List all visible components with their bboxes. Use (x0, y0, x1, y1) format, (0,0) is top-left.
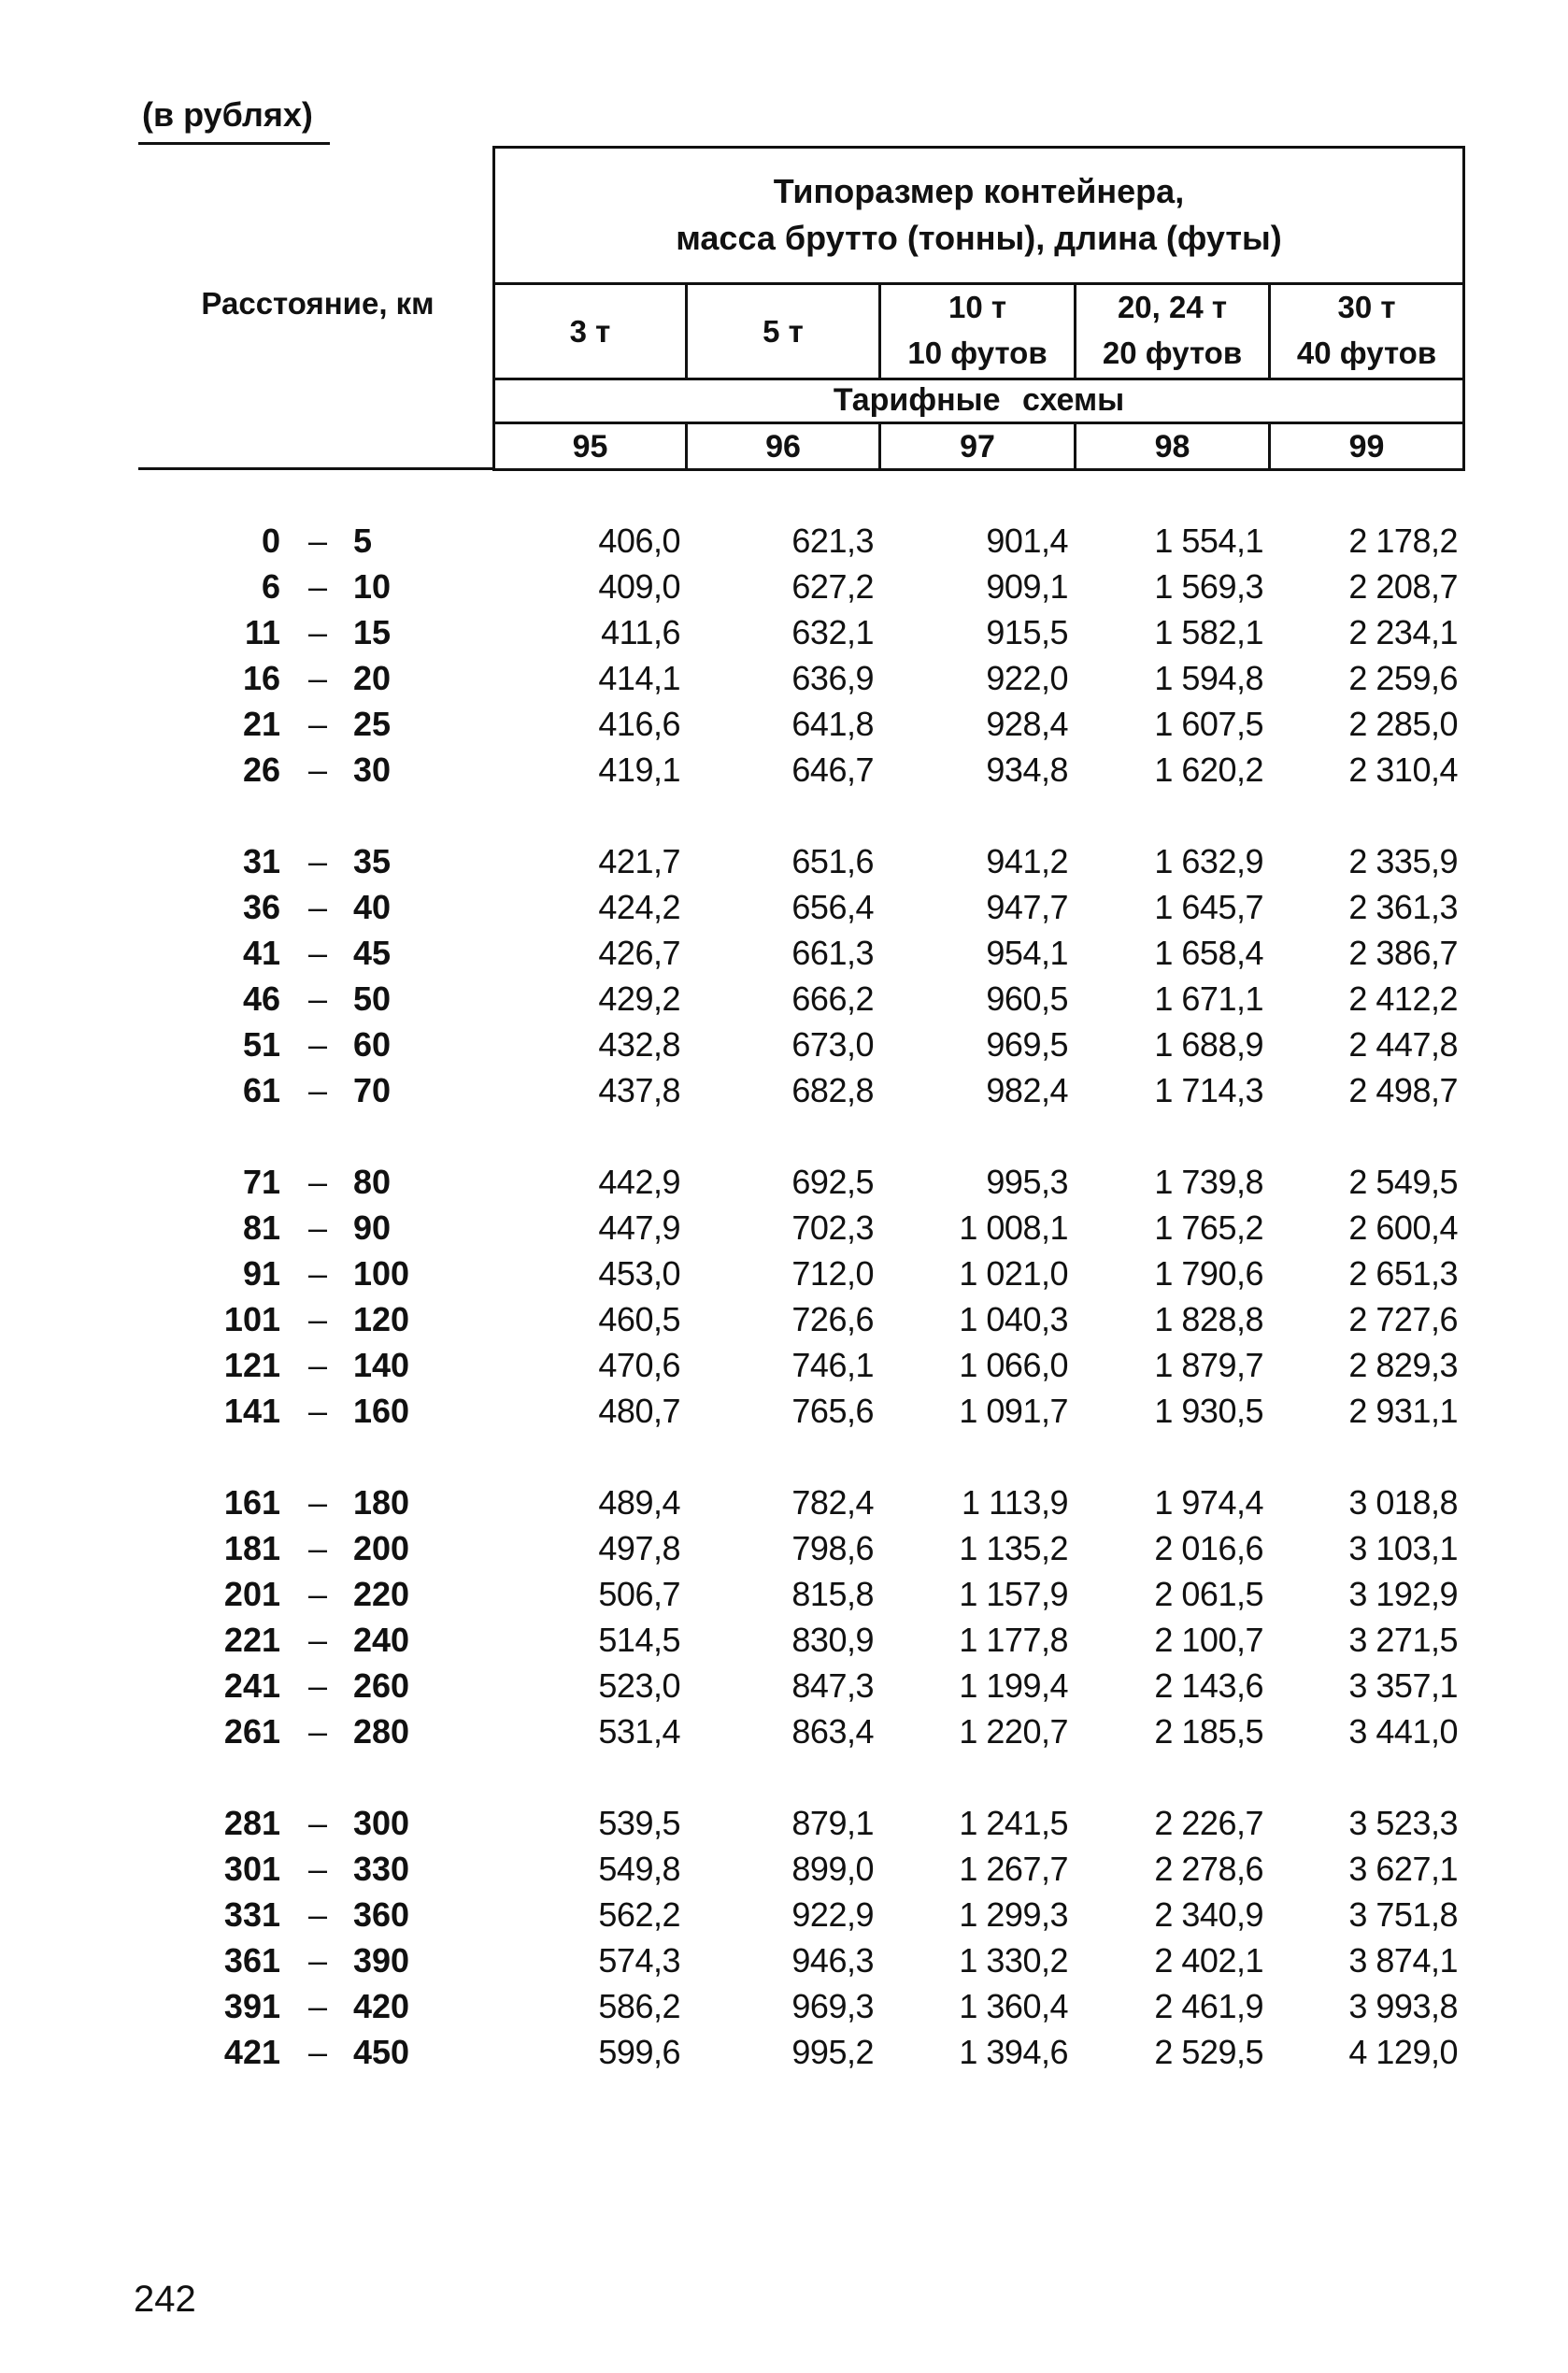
distance-from: 71 (242, 1163, 280, 1201)
scheme-98: 98 (1154, 428, 1190, 465)
tariff-value-scheme-97: 915,5 (986, 613, 1068, 651)
tariff-value-scheme-97: 1 157,9 (959, 1575, 1068, 1613)
tariff-value-scheme-98: 1 658,4 (1154, 934, 1263, 972)
tariff-value-scheme-97: 947,7 (986, 888, 1068, 926)
distance-to: 180 (353, 1483, 410, 1522)
distance-dash: – (307, 1346, 328, 1384)
tariff-value-scheme-99: 2 178,2 (1348, 522, 1458, 560)
table-row (0, 1388, 1568, 1434)
tariff-value-scheme-99: 2 208,7 (1348, 567, 1458, 606)
tariff-value-scheme-97: 1 066,0 (959, 1346, 1068, 1384)
distance-to: 5 (353, 522, 373, 560)
distance-from: 421 (223, 2033, 280, 2071)
distance-to: 25 (353, 705, 392, 743)
tariff-value-scheme-95: 514,5 (598, 1621, 680, 1659)
distance-dash: – (307, 1163, 328, 1201)
distance-to: 50 (353, 979, 392, 1018)
distance-dash: – (307, 522, 328, 560)
tariff-value-scheme-95: 539,5 (598, 1804, 680, 1842)
container-title-line1: Типоразмер контейнера, (773, 172, 1185, 210)
tariff-value-scheme-96: 863,4 (791, 1712, 874, 1751)
tariff-value-scheme-96: 682,8 (791, 1071, 874, 1109)
tariff-value-scheme-97: 928,4 (986, 705, 1068, 743)
tariff-value-scheme-97: 982,4 (986, 1071, 1068, 1109)
table-row (0, 1663, 1568, 1708)
tariff-value-scheme-95: 574,3 (598, 1941, 680, 1980)
distance-from: 301 (223, 1850, 280, 1888)
tariff-value-scheme-99: 2 651,3 (1348, 1254, 1458, 1293)
distance-from: 31 (242, 842, 280, 880)
tariff-value-scheme-99: 3 192,9 (1348, 1575, 1458, 1613)
table-row (0, 1846, 1568, 1892)
distance-dash: – (307, 1300, 328, 1338)
tariff-value-scheme-97: 969,5 (986, 1025, 1068, 1064)
tariff-value-scheme-97: 1 330,2 (959, 1941, 1068, 1980)
distance-from: 281 (223, 1804, 280, 1842)
table-row (0, 1708, 1568, 1754)
table-row (0, 747, 1568, 793)
tariff-value-scheme-96: 726,6 (791, 1300, 874, 1338)
tariff-value-scheme-98: 1 594,8 (1154, 659, 1263, 697)
table-row (0, 976, 1568, 1022)
tariff-value-scheme-98: 1 974,4 (1154, 1483, 1263, 1522)
units-underline (138, 142, 330, 145)
distance-from: 21 (242, 705, 280, 743)
col-length-20ft: 20 футов (1102, 336, 1243, 370)
distance-to: 300 (353, 1804, 410, 1842)
table-row (0, 701, 1568, 747)
distance-dash: – (307, 2033, 328, 2071)
tariff-value-scheme-99: 2 335,9 (1348, 842, 1458, 880)
distance-from: 161 (223, 1483, 280, 1522)
tariff-value-scheme-95: 460,5 (598, 1300, 680, 1338)
tariff-value-scheme-97: 1 199,4 (959, 1666, 1068, 1705)
tariff-value-scheme-96: 666,2 (791, 979, 874, 1018)
table-row (0, 1480, 1568, 1525)
tariff-value-scheme-96: 879,1 (791, 1804, 874, 1842)
tariff-value-scheme-95: 549,8 (598, 1850, 680, 1888)
tariff-value-scheme-98: 2 402,1 (1154, 1941, 1263, 1980)
tariff-value-scheme-98: 2 226,7 (1154, 1804, 1263, 1842)
tariff-value-scheme-95: 480,7 (598, 1392, 680, 1430)
tariff-value-scheme-97: 1 113,9 (962, 1483, 1068, 1522)
tariff-value-scheme-98: 1 620,2 (1154, 750, 1263, 789)
tariff-value-scheme-96: 782,4 (791, 1483, 874, 1522)
tariff-value-scheme-98: 1 714,3 (1154, 1071, 1263, 1109)
tariff-value-scheme-95: 470,6 (598, 1346, 680, 1384)
distance-to: 420 (353, 1987, 410, 2025)
distance-to: 20 (353, 659, 392, 697)
tariff-value-scheme-97: 922,0 (986, 659, 1068, 697)
tariff-value-scheme-97: 954,1 (986, 934, 1068, 972)
tariff-value-scheme-98: 1 607,5 (1154, 705, 1263, 743)
scheme-97: 97 (960, 428, 995, 465)
tariff-value-scheme-96: 702,3 (791, 1208, 874, 1247)
distance-dash: – (307, 934, 328, 972)
tariff-value-scheme-96: 946,3 (791, 1941, 874, 1980)
tariff-value-scheme-97: 901,4 (986, 522, 1068, 560)
distance-dash: – (307, 1666, 328, 1705)
table-row (0, 564, 1568, 609)
table-row (0, 1892, 1568, 1937)
tariff-value-scheme-98: 2 340,9 (1154, 1895, 1263, 1934)
table-row (0, 1159, 1568, 1205)
tariff-value-scheme-99: 2 310,4 (1348, 750, 1458, 789)
distance-from: 361 (223, 1941, 280, 1980)
tariff-value-scheme-96: 847,3 (791, 1666, 874, 1705)
distance-dash: – (307, 1071, 328, 1109)
distance-to: 45 (353, 934, 392, 972)
tariff-value-scheme-97: 1 241,5 (959, 1804, 1068, 1842)
tariff-value-scheme-97: 941,2 (986, 842, 1068, 880)
scheme-96: 96 (765, 428, 801, 465)
distance-from: 26 (242, 750, 280, 789)
distance-to: 450 (353, 2033, 410, 2071)
distance-from: 0 (261, 522, 280, 560)
tariff-value-scheme-97: 1 040,3 (959, 1300, 1068, 1338)
tariff-value-scheme-96: 969,3 (791, 1987, 874, 2025)
distance-dash: – (307, 842, 328, 880)
table-row (0, 930, 1568, 976)
distance-to: 220 (353, 1575, 410, 1613)
distance-dash: – (307, 613, 328, 651)
tariff-value-scheme-97: 1 394,6 (959, 2033, 1068, 2071)
tariff-value-scheme-97: 1 267,7 (959, 1850, 1068, 1888)
tariff-value-scheme-95: 531,4 (598, 1712, 680, 1751)
distance-to: 90 (353, 1208, 392, 1247)
tariff-value-scheme-95: 419,1 (598, 750, 680, 789)
tariff-value-scheme-95: 489,4 (598, 1483, 680, 1522)
distance-to: 35 (353, 842, 392, 880)
tariff-value-scheme-95: 497,8 (598, 1529, 680, 1567)
tariff-value-scheme-99: 3 523,3 (1348, 1804, 1458, 1842)
table-row (0, 518, 1568, 564)
tariff-value-scheme-99: 3 357,1 (1348, 1666, 1458, 1705)
distance-to: 60 (353, 1025, 392, 1064)
tariff-value-scheme-95: 424,2 (598, 888, 680, 926)
distance-to: 15 (353, 613, 392, 651)
distance-column-label: Расстояние, км (201, 286, 435, 321)
tariff-value-scheme-96: 815,8 (791, 1575, 874, 1613)
distance-to: 80 (353, 1163, 392, 1201)
tariff-value-scheme-98: 1 930,5 (1154, 1392, 1263, 1430)
distance-dash: – (307, 1621, 328, 1659)
distance-from: 391 (223, 1987, 280, 2025)
tariff-value-scheme-98: 1 765,2 (1154, 1208, 1263, 1247)
distance-dash: – (307, 1941, 328, 1980)
container-title-line2: масса брутто (тонны), длина (футы) (676, 219, 1282, 257)
tariff-value-scheme-96: 673,0 (791, 1025, 874, 1064)
tariff-value-scheme-99: 4 129,0 (1348, 2033, 1458, 2071)
tariff-value-scheme-98: 2 061,5 (1154, 1575, 1263, 1613)
distance-to: 260 (353, 1666, 410, 1705)
tariff-value-scheme-95: 453,0 (598, 1254, 680, 1293)
distance-to: 30 (353, 750, 392, 789)
distance-to: 160 (353, 1392, 410, 1430)
tariff-value-scheme-99: 2 549,5 (1348, 1163, 1458, 1201)
distance-dash: – (307, 1254, 328, 1293)
distance-from: 181 (223, 1529, 280, 1567)
tariff-value-scheme-99: 3 271,5 (1348, 1621, 1458, 1659)
tariff-value-scheme-95: 586,2 (598, 1987, 680, 2025)
tariff-value-scheme-98: 1 790,6 (1154, 1254, 1263, 1293)
tariff-value-scheme-96: 765,6 (791, 1392, 874, 1430)
table-row (0, 884, 1568, 930)
page-number: 242 (134, 2279, 196, 2320)
tariff-value-scheme-95: 416,6 (598, 705, 680, 743)
tariff-value-scheme-99: 2 259,6 (1348, 659, 1458, 697)
tariff-value-scheme-96: 712,0 (791, 1254, 874, 1293)
distance-to: 360 (353, 1895, 410, 1934)
tariff-value-scheme-99: 3 103,1 (1348, 1529, 1458, 1567)
tariff-value-scheme-95: 447,9 (598, 1208, 680, 1247)
tariff-value-scheme-97: 995,3 (986, 1163, 1068, 1201)
distance-from: 261 (223, 1712, 280, 1751)
tariff-value-scheme-96: 627,2 (791, 567, 874, 606)
tariff-value-scheme-96: 656,4 (791, 888, 874, 926)
table-row (0, 655, 1568, 701)
distance-to: 120 (353, 1300, 410, 1338)
tariff-value-scheme-95: 523,0 (598, 1666, 680, 1705)
distance-from: 91 (242, 1254, 280, 1293)
table-row (0, 609, 1568, 655)
tariff-value-scheme-99: 3 627,1 (1348, 1850, 1458, 1888)
tariff-value-scheme-99: 2 361,3 (1348, 888, 1458, 926)
distance-from: 6 (261, 567, 280, 606)
tariff-value-scheme-98: 1 632,9 (1154, 842, 1263, 880)
scheme-99: 99 (1348, 428, 1385, 465)
tariff-value-scheme-98: 2 278,6 (1154, 1850, 1263, 1888)
distance-from: 241 (223, 1666, 280, 1705)
tariff-value-scheme-96: 746,1 (791, 1346, 874, 1384)
tariff-schemes-label: Тарифные схемы (833, 381, 1125, 418)
tariff-value-scheme-96: 632,1 (791, 613, 874, 651)
tariff-value-scheme-97: 909,1 (986, 567, 1068, 606)
distance-from: 331 (223, 1895, 280, 1934)
distance-dash: – (307, 888, 328, 926)
distance-from: 221 (223, 1621, 280, 1659)
distance-from: 16 (242, 659, 280, 697)
tariff-value-scheme-99: 2 829,3 (1348, 1346, 1458, 1384)
tariff-value-scheme-97: 1 021,0 (959, 1254, 1068, 1293)
col-size-5t: 5 т (763, 314, 804, 349)
table-row (0, 2029, 1568, 2075)
tariff-value-scheme-96: 636,9 (791, 659, 874, 697)
tariff-value-scheme-98: 2 185,5 (1154, 1712, 1263, 1751)
distance-dash: – (307, 1987, 328, 2025)
tariff-value-scheme-99: 2 727,6 (1348, 1300, 1458, 1338)
tariff-value-scheme-95: 437,8 (598, 1071, 680, 1109)
table-row (0, 1800, 1568, 1846)
distance-from: 201 (223, 1575, 280, 1613)
tariff-value-scheme-95: 562,2 (598, 1895, 680, 1934)
tariff-value-scheme-97: 1 091,7 (959, 1392, 1068, 1430)
tariff-value-scheme-97: 1 008,1 (959, 1208, 1068, 1247)
tariff-value-scheme-96: 646,7 (791, 750, 874, 789)
distance-to: 10 (353, 567, 392, 606)
distance-to: 330 (353, 1850, 410, 1888)
distance-from: 51 (242, 1025, 280, 1064)
distance-from: 41 (242, 934, 280, 972)
distance-dash: – (307, 1025, 328, 1064)
table-row (0, 1296, 1568, 1342)
distance-from: 11 (244, 613, 280, 651)
table-row (0, 1205, 1568, 1251)
tariff-value-scheme-98: 2 461,9 (1154, 1987, 1263, 2025)
tariff-value-scheme-97: 1 299,3 (959, 1895, 1068, 1934)
tariff-value-scheme-98: 1 688,9 (1154, 1025, 1263, 1064)
distance-dash: – (307, 1392, 328, 1430)
table-row (0, 1937, 1568, 1983)
tariff-value-scheme-99: 2 447,8 (1348, 1025, 1458, 1064)
scheme-95: 95 (572, 428, 608, 465)
tariff-value-scheme-99: 2 931,1 (1348, 1392, 1458, 1430)
col-size-30t: 30 т (1337, 290, 1396, 324)
table-row (0, 1251, 1568, 1296)
tariff-value-scheme-99: 2 285,0 (1348, 705, 1458, 743)
distance-dash: – (307, 1712, 328, 1751)
distance-dash: – (307, 567, 328, 606)
tariff-value-scheme-97: 960,5 (986, 979, 1068, 1018)
tariff-value-scheme-98: 2 100,7 (1154, 1621, 1263, 1659)
tariff-value-scheme-99: 3 993,8 (1348, 1987, 1458, 2025)
tariff-value-scheme-99: 2 234,1 (1348, 613, 1458, 651)
tariff-value-scheme-98: 1 879,7 (1154, 1346, 1263, 1384)
distance-from: 61 (242, 1071, 280, 1109)
tariff-value-scheme-97: 1 135,2 (959, 1529, 1068, 1567)
tariff-value-scheme-95: 409,0 (598, 567, 680, 606)
tariff-value-scheme-95: 426,7 (598, 934, 680, 972)
tariff-value-scheme-99: 3 018,8 (1348, 1483, 1458, 1522)
tariff-value-scheme-99: 2 386,7 (1348, 934, 1458, 972)
distance-dash: – (307, 1208, 328, 1247)
tariff-value-scheme-97: 934,8 (986, 750, 1068, 789)
distance-from: 46 (242, 979, 280, 1018)
tariff-value-scheme-95: 421,7 (598, 842, 680, 880)
table-row (0, 1525, 1568, 1571)
tariff-value-scheme-95: 406,0 (598, 522, 680, 560)
distance-from: 101 (223, 1300, 280, 1338)
col-length-10ft: 10 футов (907, 336, 1048, 370)
distance-dash: – (307, 1529, 328, 1567)
tariff-value-scheme-96: 661,3 (791, 934, 874, 972)
tariff-value-scheme-98: 1 582,1 (1154, 613, 1263, 651)
tariff-value-scheme-96: 830,9 (791, 1621, 874, 1659)
tariff-value-scheme-98: 1 739,8 (1154, 1163, 1263, 1201)
tariff-value-scheme-96: 621,3 (791, 522, 874, 560)
distance-to: 40 (353, 888, 392, 926)
tariff-value-scheme-98: 1 828,8 (1154, 1300, 1263, 1338)
tariff-value-scheme-97: 1 360,4 (959, 1987, 1068, 2025)
tariff-value-scheme-99: 2 412,2 (1348, 979, 1458, 1018)
tariff-value-scheme-99: 3 441,0 (1348, 1712, 1458, 1751)
distance-to: 390 (353, 1941, 410, 1980)
tariff-value-scheme-98: 1 645,7 (1154, 888, 1263, 926)
col-length-40ft: 40 футов (1296, 336, 1437, 370)
distance-to: 140 (353, 1346, 410, 1384)
distance-dash: – (307, 1850, 328, 1888)
distance-to: 100 (353, 1254, 410, 1293)
distance-to: 200 (353, 1529, 410, 1567)
distance-to: 240 (353, 1621, 410, 1659)
table-row (0, 838, 1568, 884)
distance-dash: – (307, 1575, 328, 1613)
tariff-value-scheme-96: 641,8 (791, 705, 874, 743)
col-size-20-24t: 20, 24 т (1117, 290, 1228, 324)
tariff-value-scheme-98: 2 529,5 (1154, 2033, 1263, 2071)
tariff-value-scheme-96: 995,2 (791, 2033, 874, 2071)
tariff-value-scheme-99: 3 874,1 (1348, 1941, 1458, 1980)
table-row (0, 1983, 1568, 2029)
distance-dash: – (307, 1483, 328, 1522)
table-row (0, 1571, 1568, 1617)
distance-dash: – (307, 1895, 328, 1934)
table-row (0, 1617, 1568, 1663)
tariff-value-scheme-95: 432,8 (598, 1025, 680, 1064)
table-row (0, 1067, 1568, 1113)
col-size-3t: 3 т (569, 314, 611, 349)
tariff-value-scheme-96: 798,6 (791, 1529, 874, 1567)
tariff-value-scheme-96: 899,0 (791, 1850, 874, 1888)
col-size-10t: 10 т (948, 290, 1007, 324)
tariff-value-scheme-96: 922,9 (791, 1895, 874, 1934)
distance-to: 70 (353, 1071, 392, 1109)
tariff-value-scheme-96: 692,5 (791, 1163, 874, 1201)
tariff-value-scheme-96: 651,6 (791, 842, 874, 880)
tariff-value-scheme-98: 1 569,3 (1154, 567, 1263, 606)
distance-from: 121 (223, 1346, 280, 1384)
tariff-value-scheme-95: 599,6 (598, 2033, 680, 2071)
table-row (0, 1022, 1568, 1067)
tariff-value-scheme-95: 414,1 (598, 659, 680, 697)
tariff-value-scheme-99: 3 751,8 (1348, 1895, 1458, 1934)
distance-dash: – (307, 705, 328, 743)
distance-dash: – (307, 659, 328, 697)
distance-dash: – (307, 750, 328, 789)
tariff-value-scheme-99: 2 498,7 (1348, 1071, 1458, 1109)
tariff-value-scheme-95: 429,2 (598, 979, 680, 1018)
header-bottom-rule-left (138, 467, 495, 470)
tariff-value-scheme-98: 2 016,6 (1154, 1529, 1263, 1567)
tariff-value-scheme-98: 1 671,1 (1154, 979, 1263, 1018)
distance-dash: – (307, 1804, 328, 1842)
tariff-value-scheme-98: 2 143,6 (1154, 1666, 1263, 1705)
units-label: (в рублях) (142, 95, 313, 134)
table-row (0, 1342, 1568, 1388)
tariff-value-scheme-99: 2 600,4 (1348, 1208, 1458, 1247)
tariff-value-scheme-95: 442,9 (598, 1163, 680, 1201)
tariff-value-scheme-95: 411,6 (601, 613, 680, 651)
tariff-value-scheme-97: 1 220,7 (959, 1712, 1068, 1751)
tariff-value-scheme-98: 1 554,1 (1154, 522, 1263, 560)
tariff-value-scheme-97: 1 177,8 (959, 1621, 1068, 1659)
distance-from: 36 (242, 888, 280, 926)
distance-from: 81 (242, 1208, 280, 1247)
tariff-value-scheme-95: 506,7 (598, 1575, 680, 1613)
distance-to: 280 (353, 1712, 410, 1751)
distance-dash: – (307, 979, 328, 1018)
distance-from: 141 (223, 1392, 280, 1430)
